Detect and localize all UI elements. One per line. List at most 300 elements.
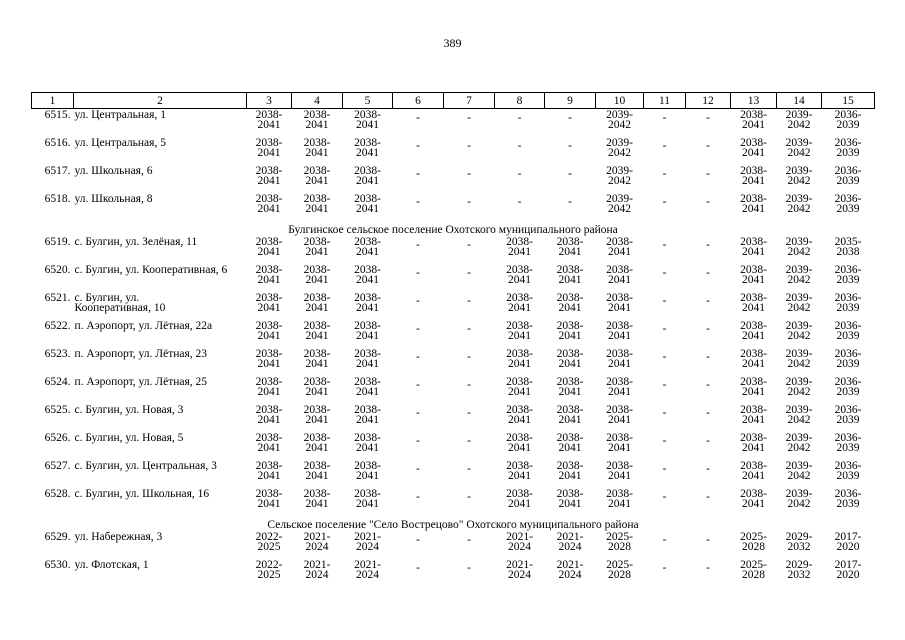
period-end: 2041 — [305, 441, 329, 454]
period-end: 2041 — [742, 357, 765, 370]
period-start: 2039- — [606, 137, 633, 149]
period-start: 2029- — [785, 531, 813, 543]
period-end: 2041 — [305, 329, 329, 342]
period-cell — [686, 406, 731, 434]
period-cell — [247, 490, 292, 518]
period-cell — [247, 109, 292, 140]
period-end: 2041 — [257, 273, 281, 286]
period-start: 2038- — [556, 264, 584, 276]
period-cell — [777, 378, 822, 406]
empty-dash: - — [662, 168, 667, 180]
row-number: 6517. — [44, 165, 71, 177]
period-cell — [343, 109, 393, 140]
period-cell — [731, 195, 777, 223]
period-cell — [444, 266, 495, 294]
period-cell — [644, 167, 686, 195]
period-end: 2042 — [787, 118, 811, 131]
address-text: с. Булгин, ул. Новая, 3 — [74, 404, 184, 416]
period-start: 2036- — [834, 193, 862, 205]
column-header-4: 4 — [292, 93, 343, 109]
period-end: 2042 — [787, 301, 811, 314]
address-cell — [74, 533, 247, 561]
address-text: ул. Школьная, 6 — [74, 165, 153, 177]
period-start: 2021- — [303, 559, 331, 571]
period-cell — [777, 434, 822, 462]
period-start: 2038- — [354, 376, 381, 388]
period-end: 2041 — [305, 469, 329, 482]
period-cell — [822, 350, 875, 378]
period-end: 2039 — [836, 441, 860, 454]
column-header-10: 10 — [596, 93, 644, 109]
period-start: 2029- — [785, 559, 813, 571]
period-start: 2039- — [785, 348, 813, 360]
period-start: 2038- — [303, 460, 331, 472]
period-cell — [292, 294, 343, 322]
period-end: 2041 — [305, 245, 329, 258]
period-end: 2041 — [508, 497, 531, 510]
period-cell — [545, 561, 596, 589]
empty-dash: - — [662, 562, 667, 574]
period-cell — [596, 238, 644, 266]
period-end: 2041 — [608, 245, 631, 258]
period-cell — [596, 378, 644, 406]
period-start: 2021- — [303, 531, 331, 543]
period-end: 2041 — [356, 469, 379, 482]
column-header-13: 13 — [731, 93, 777, 109]
period-cell — [393, 350, 444, 378]
empty-dash: - — [706, 168, 710, 180]
address-text: с. Булгин, ул. Зелёная, 11 — [74, 236, 198, 248]
period-end: 2041 — [257, 413, 281, 426]
period-start: 2038- — [506, 236, 533, 248]
period-end: 2041 — [742, 118, 765, 131]
table-row — [32, 350, 875, 378]
period-start: 2036- — [834, 292, 862, 304]
period-end: 2042 — [787, 329, 811, 342]
empty-dash: - — [416, 534, 420, 546]
period-end: 2041 — [356, 301, 379, 314]
address-text: ул. Школьная, 8 — [74, 193, 153, 205]
period-cell — [644, 195, 686, 223]
period-cell — [731, 167, 777, 195]
address-cell — [74, 434, 247, 462]
period-cell — [292, 167, 343, 195]
column-header-7: 7 — [444, 93, 495, 109]
period-cell — [495, 195, 545, 223]
period-cell — [686, 561, 731, 589]
address-cell — [74, 490, 247, 518]
period-start: 2038- — [303, 488, 331, 500]
period-start: 2038- — [255, 488, 283, 500]
period-end: 2041 — [558, 413, 582, 426]
column-header-15: 15 — [822, 93, 875, 109]
empty-dash: - — [467, 267, 471, 279]
period-end: 2042 — [787, 146, 811, 159]
header-row — [32, 93, 875, 109]
period-start: 2038- — [556, 292, 584, 304]
period-cell — [495, 350, 545, 378]
period-start: 2022- — [255, 559, 283, 571]
empty-dash: - — [416, 168, 420, 180]
empty-dash: - — [416, 407, 420, 419]
period-start: 2038- — [556, 432, 584, 444]
empty-dash: - — [706, 351, 710, 363]
period-start: 2039- — [785, 236, 813, 248]
period-cell — [393, 490, 444, 518]
row-number: 6515. — [44, 109, 71, 121]
period-cell — [596, 109, 644, 140]
period-cell — [686, 195, 731, 223]
period-cell — [495, 533, 545, 561]
empty-dash: - — [662, 196, 667, 208]
period-cell — [393, 322, 444, 350]
period-cell — [292, 350, 343, 378]
empty-dash: - — [467, 295, 471, 307]
period-start: 2038- — [606, 488, 633, 500]
period-cell — [822, 462, 875, 490]
period-cell — [292, 139, 343, 167]
table-row — [32, 533, 875, 561]
period-cell — [686, 378, 731, 406]
period-cell — [822, 294, 875, 322]
period-end: 2041 — [508, 413, 531, 426]
period-start: 2036- — [834, 432, 862, 444]
empty-dash: - — [662, 534, 667, 546]
period-end: 2039 — [836, 118, 860, 131]
period-end: 2020 — [836, 568, 860, 581]
period-end: 2042 — [787, 357, 811, 370]
address-cell — [74, 238, 247, 266]
address-text: п. Аэропорт, ул. Лётная, 22а — [74, 320, 213, 332]
period-cell — [596, 294, 644, 322]
period-start: 2036- — [834, 165, 862, 177]
empty-dash: - — [416, 435, 420, 447]
table-row — [32, 109, 875, 140]
period-end: 2041 — [356, 441, 379, 454]
period-cell — [545, 139, 596, 167]
period-start: 2025- — [606, 531, 633, 543]
period-cell — [247, 350, 292, 378]
period-start: 2035- — [834, 236, 862, 248]
period-end: 2041 — [508, 469, 531, 482]
period-start: 2038- — [303, 376, 331, 388]
period-start: 2038- — [740, 404, 767, 416]
period-cell — [247, 238, 292, 266]
period-end: 2024 — [356, 540, 379, 553]
row-number: 6530. — [44, 559, 71, 571]
period-cell — [247, 139, 292, 167]
period-start: 2036- — [834, 460, 862, 472]
period-start: 2039- — [606, 165, 633, 177]
address-text: п. Аэропорт, ул. Лётная, 23 — [74, 348, 208, 360]
row-number: 6526. — [44, 432, 71, 444]
period-start: 2038- — [740, 488, 767, 500]
period-cell — [247, 561, 292, 589]
period-cell — [777, 266, 822, 294]
period-cell — [644, 533, 686, 561]
column-header-3: 3 — [247, 93, 292, 109]
period-cell — [292, 561, 343, 589]
period-cell — [822, 322, 875, 350]
empty-dash: - — [706, 463, 710, 475]
address-text: с. Булгин, ул. Новая, 5 — [74, 432, 184, 444]
address-text: с. Булгин, ул. Центральная, 3 — [74, 460, 217, 472]
period-start: 2017- — [834, 559, 862, 571]
table-row — [32, 294, 875, 322]
period-end: 2041 — [608, 329, 631, 342]
empty-dash: - — [416, 491, 420, 503]
period-start: 2036- — [834, 488, 862, 500]
period-start: 2038- — [303, 404, 331, 416]
period-end: 2041 — [305, 174, 329, 187]
period-cell — [596, 167, 644, 195]
empty-dash: - — [662, 267, 667, 279]
period-cell — [393, 533, 444, 561]
period-cell — [822, 434, 875, 462]
period-end: 2041 — [742, 329, 765, 342]
period-cell — [545, 238, 596, 266]
empty-dash: - — [662, 463, 667, 475]
period-cell — [822, 561, 875, 589]
column-header-1: 1 — [32, 93, 74, 109]
empty-dash: - — [416, 379, 420, 391]
period-end: 2041 — [608, 357, 631, 370]
period-start: 2038- — [506, 488, 533, 500]
period-cell — [444, 109, 495, 140]
empty-dash: - — [416, 323, 420, 335]
empty-dash: - — [517, 140, 522, 152]
period-start: 2038- — [255, 432, 283, 444]
empty-dash: - — [706, 140, 710, 152]
empty-dash: - — [467, 351, 471, 363]
empty-dash: - — [706, 562, 710, 574]
period-end: 2041 — [257, 469, 281, 482]
period-cell — [247, 462, 292, 490]
empty-dash: - — [467, 379, 471, 391]
section-title: Булгинское сельское поселение Охотского муниципального района — [288, 224, 618, 236]
column-header-5: 5 — [343, 93, 393, 109]
period-cell — [822, 167, 875, 195]
period-cell — [777, 167, 822, 195]
period-cell — [777, 350, 822, 378]
period-cell — [393, 378, 444, 406]
empty-dash: - — [416, 112, 420, 124]
period-cell — [292, 238, 343, 266]
period-start: 2038- — [303, 193, 331, 205]
period-start: 2038- — [303, 320, 331, 332]
period-start: 2038- — [354, 137, 381, 149]
period-cell — [247, 406, 292, 434]
period-cell — [686, 109, 731, 140]
address-text: с. Булгин, ул. Кооперативная, 6 — [74, 264, 228, 276]
period-end: 2041 — [608, 441, 631, 454]
period-cell — [545, 167, 596, 195]
period-start: 2038- — [354, 292, 381, 304]
empty-dash: - — [467, 407, 471, 419]
period-end: 2039 — [836, 202, 860, 215]
period-start: 2038- — [354, 432, 381, 444]
period-cell — [444, 195, 495, 223]
period-cell — [444, 561, 495, 589]
period-start: 2021- — [354, 559, 381, 571]
address-text: с. Булгин, ул. — [74, 292, 140, 304]
empty-dash: - — [662, 239, 667, 251]
period-cell — [822, 266, 875, 294]
empty-dash: - — [467, 112, 471, 124]
period-end: 2042 — [787, 245, 811, 258]
period-cell — [292, 322, 343, 350]
period-cell — [731, 561, 777, 589]
empty-dash: - — [662, 323, 667, 335]
period-cell — [731, 109, 777, 140]
period-cell — [393, 167, 444, 195]
period-end: 2041 — [356, 497, 379, 510]
period-end: 2041 — [558, 469, 582, 482]
period-end: 2041 — [257, 301, 281, 314]
column-header-12: 12 — [686, 93, 731, 109]
period-cell — [777, 490, 822, 518]
period-end: 2024 — [305, 540, 329, 553]
period-end: 2039 — [836, 174, 860, 187]
period-cell — [393, 266, 444, 294]
period-end: 2041 — [305, 357, 329, 370]
address-cell — [74, 139, 247, 167]
period-start: 2038- — [354, 320, 381, 332]
period-start: 2038- — [255, 165, 283, 177]
period-start: 2039- — [785, 320, 813, 332]
empty-dash: - — [706, 267, 710, 279]
period-start: 2025- — [740, 559, 767, 571]
period-cell — [247, 322, 292, 350]
period-end: 2041 — [608, 413, 631, 426]
period-start: 2038- — [506, 460, 533, 472]
period-end: 2041 — [558, 497, 582, 510]
row-number: 6520. — [44, 264, 71, 276]
period-end: 2041 — [742, 497, 765, 510]
period-start: 2038- — [556, 460, 584, 472]
period-end: 2041 — [608, 497, 631, 510]
period-end: 2041 — [558, 329, 582, 342]
period-cell — [444, 322, 495, 350]
empty-dash: - — [662, 379, 667, 391]
period-end: 2041 — [257, 357, 281, 370]
period-end: 2042 — [787, 174, 811, 187]
empty-dash: - — [706, 112, 710, 124]
period-end: 2041 — [508, 245, 531, 258]
period-start: 2039- — [785, 193, 813, 205]
period-start: 2038- — [606, 376, 633, 388]
period-end: 2041 — [356, 385, 379, 398]
period-cell — [731, 434, 777, 462]
period-end: 2041 — [257, 245, 281, 258]
schedule-table — [31, 92, 875, 589]
period-cell — [247, 533, 292, 561]
period-cell — [644, 561, 686, 589]
period-cell — [292, 406, 343, 434]
period-end: 2042 — [608, 174, 631, 187]
period-cell — [644, 139, 686, 167]
empty-dash: - — [706, 435, 710, 447]
period-start: 2038- — [740, 432, 767, 444]
period-start: 2039- — [785, 488, 813, 500]
period-cell — [393, 406, 444, 434]
period-cell — [777, 561, 822, 589]
period-cell — [495, 462, 545, 490]
period-cell — [292, 434, 343, 462]
period-cell — [292, 533, 343, 561]
period-start: 2021- — [556, 559, 584, 571]
period-start: 2038- — [255, 460, 283, 472]
period-cell — [545, 406, 596, 434]
period-cell — [393, 109, 444, 140]
empty-dash: - — [517, 112, 522, 124]
period-cell — [731, 266, 777, 294]
period-cell — [777, 238, 822, 266]
period-cell — [596, 322, 644, 350]
empty-dash: - — [467, 435, 471, 447]
period-start: 2038- — [740, 376, 767, 388]
period-end: 2041 — [257, 202, 281, 215]
empty-dash: - — [416, 239, 420, 251]
period-cell — [644, 266, 686, 294]
period-end: 2039 — [836, 413, 860, 426]
period-start: 2036- — [834, 109, 862, 121]
empty-dash: - — [467, 140, 471, 152]
period-cell — [545, 294, 596, 322]
period-end: 2024 — [508, 540, 531, 553]
period-cell — [822, 490, 875, 518]
address-cell — [74, 322, 247, 350]
period-cell — [343, 533, 393, 561]
period-cell — [686, 462, 731, 490]
period-end: 2028 — [742, 568, 765, 581]
period-end: 2041 — [742, 273, 765, 286]
period-start: 2039- — [606, 193, 633, 205]
period-start: 2038- — [255, 292, 283, 304]
period-start: 2038- — [506, 320, 533, 332]
period-start: 2038- — [303, 348, 331, 360]
period-end: 2039 — [836, 273, 860, 286]
column-header-14: 14 — [777, 93, 822, 109]
empty-dash: - — [706, 407, 710, 419]
address-cell — [74, 109, 247, 140]
period-cell — [495, 167, 545, 195]
empty-dash: - — [517, 168, 522, 180]
period-end: 2041 — [508, 301, 531, 314]
period-end: 2042 — [787, 273, 811, 286]
period-cell — [343, 139, 393, 167]
empty-dash: - — [467, 463, 471, 475]
table-row — [32, 266, 875, 294]
period-start: 2038- — [354, 348, 381, 360]
period-end: 2041 — [558, 273, 582, 286]
period-cell — [444, 533, 495, 561]
period-cell — [686, 350, 731, 378]
period-end: 2038 — [836, 245, 860, 258]
period-cell — [495, 266, 545, 294]
table-row — [32, 561, 875, 589]
period-start: 2038- — [740, 193, 767, 205]
period-cell — [822, 139, 875, 167]
period-start: 2038- — [303, 264, 331, 276]
period-start: 2038- — [606, 320, 633, 332]
period-end: 2041 — [257, 497, 281, 510]
period-end: 2041 — [257, 118, 281, 131]
row-number: 6522. — [44, 320, 71, 332]
period-cell — [495, 294, 545, 322]
period-end: 2028 — [608, 568, 631, 581]
period-end: 2032 — [787, 568, 811, 581]
